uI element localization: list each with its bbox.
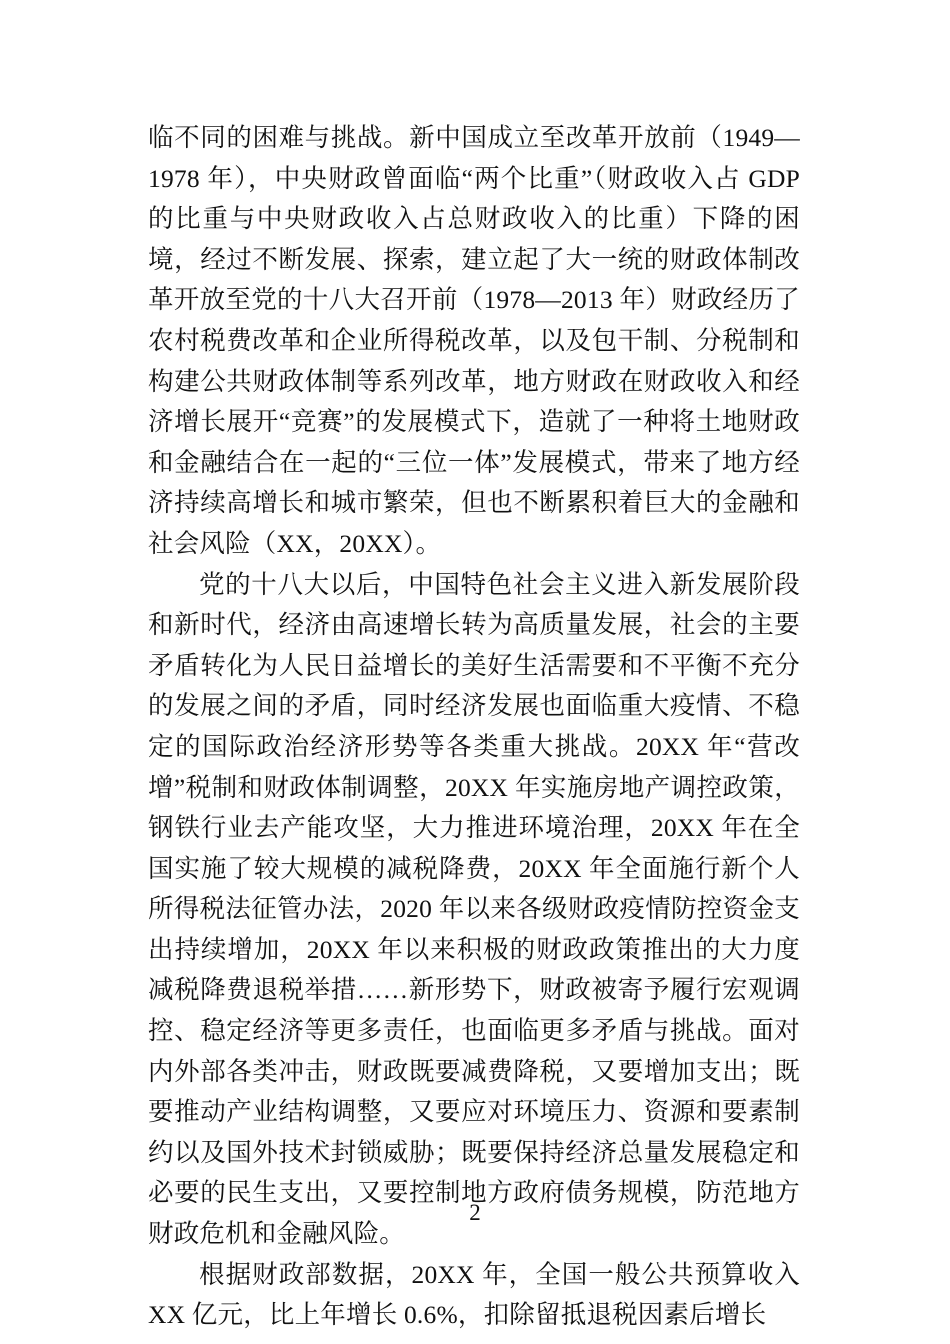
paragraph-3: 根据财政部数据，20XX 年，全国一般公共预算收入 XX 亿元，比上年增长 0.6%，扣除留抵退税因素后增长 bbox=[148, 1259, 800, 1330]
page-number: 2 bbox=[469, 1200, 481, 1225]
paragraph-1: 临不同的困难与挑战。新中国成立至改革开放前（1949—1978 年），中央财政曾面临“两个比重”（财政收入占 GDP 的比重与中央财政收入占总财政收入的比重）下降的困境，经过不断发展、探索，建立起了大一统的财政体制改革开放至党的十八大召开前（1978—2013 年）财政经历了农村税费改革和企业所得税改革，以及包干制、分税制和构建公共财政体制等系列改革，地方财政在财政收入和经济增长展开“竞赛”的发展模式下，造就了一种将土地财政和金融结合在一起的“三位一体”发展模式，带来了地方经济持续高增长和城市繁荣，但也不断累积着巨大的金融和社会风险（XX，20XX）。 bbox=[148, 123, 800, 558]
document-body bbox=[148, 118, 800, 1336]
paragraph-2: 党的十八大以后，中国特色社会主义进入新发展阶段和新时代，经济由高速增长转为高质量发展，社会的主要矛盾转化为人民日益增长的美好生活需要和不平衡不充分的发展之间的矛盾，同时经济发展也面临重大疫情、不稳定的国际政治经济形势等各类重大挑战。20XX 年“营改增”税制和财政体制调整，20XX 年实施房地产调控政策，钢铁行业去产能攻坚，大力推进环境治理，20XX 年在全国实施了较大规模的减税降费，20XX 年全面施行新个人所得税法征管办法，2020 年以来各级财政疫情防控资金支出持续增加，20XX 年以来积极的财政政策推出的大力度减税降费退税举措……新形势下，财政被寄予履行宏观调控、稳定经济等更多责任，也面临更多矛盾与挑战。面对内外部各类冲击，财政既要减费降税，又要增加支出；既要推动产业结构调整，又要应对环境压力、资源和要素制约以及国外技术封锁威胁；既要保持经济总量发展稳定和必要的民生支出，又要控制地方政府债务规模，防范地方财政危机和金融风险。 bbox=[148, 569, 800, 1249]
